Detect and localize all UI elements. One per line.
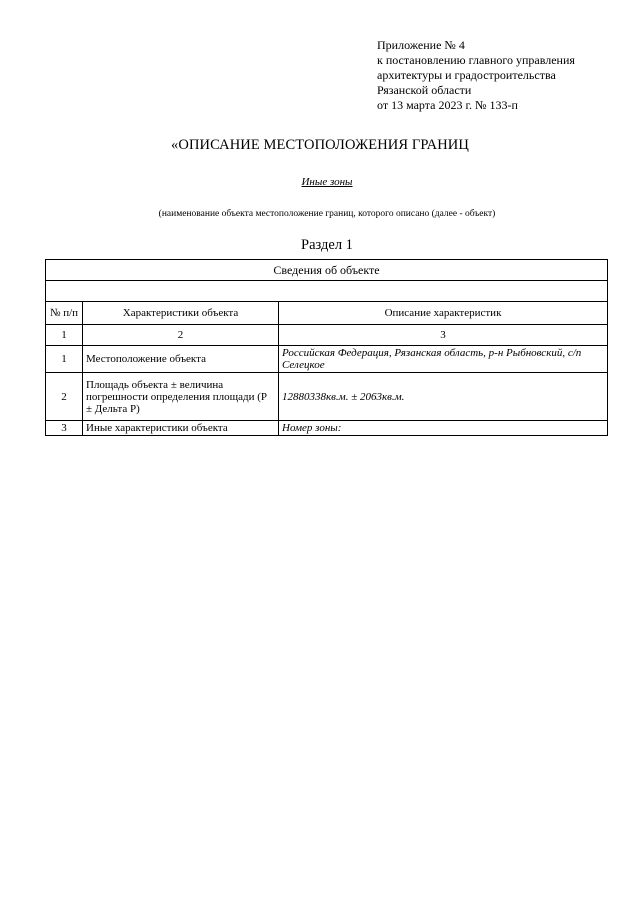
document-title: «ОПИСАНИЕ МЕСТОПОЛОЖЕНИЯ ГРАНИЦ <box>171 137 469 153</box>
appendix-line: архитектуры и градостроительства <box>377 68 556 82</box>
row-value: 12880338кв.м. ± 2063кв.м. <box>279 373 608 421</box>
table-row <box>46 346 608 373</box>
row-name: Иные характеристики объекта <box>83 421 279 436</box>
table-row <box>46 421 608 436</box>
zone-name: Иные зоны <box>301 176 353 188</box>
row-value: Российская Федерация, Рязанская область, р-н Рыбновский, с/п Селецкое <box>279 346 608 373</box>
appendix-line: от 13 марта 2023 г. № 133-п <box>377 98 518 112</box>
row-value: Номер зоны: <box>279 421 608 436</box>
row-num: 3 <box>46 421 83 436</box>
table-header-row <box>46 302 608 325</box>
appendix-line: к постановлению главного управления <box>377 53 575 67</box>
column-number: 1 <box>46 325 83 346</box>
header-description: Описание характеристик <box>279 302 608 325</box>
table-row <box>46 373 608 421</box>
row-num: 1 <box>46 346 83 373</box>
row-name: Площадь объекта ± величина погрешности определения площади (Р ± Дельта Р) <box>83 373 279 421</box>
table-caption: Сведения об объекте <box>46 260 608 281</box>
column-number-row <box>46 325 608 346</box>
section-title: Раздел 1 <box>301 237 353 253</box>
object-info-table <box>45 259 608 436</box>
table-empty-cell <box>46 281 608 302</box>
row-num: 2 <box>46 373 83 421</box>
appendix-line: Рязанской области <box>377 83 472 97</box>
appendix-line: Приложение № 4 <box>377 38 465 52</box>
row-name: Местоположение объекта <box>83 346 279 373</box>
table-caption-row <box>46 260 608 281</box>
zone-caption: (наименование объекта местоположение границ, которого описано (далее - объект) <box>158 209 496 219</box>
header-characteristic: Характеристики объекта <box>83 302 279 325</box>
column-number: 2 <box>83 325 279 346</box>
table-empty-row <box>46 281 608 302</box>
header-num: № п/п <box>46 302 83 325</box>
column-number: 3 <box>279 325 608 346</box>
appendix-header <box>377 38 627 113</box>
